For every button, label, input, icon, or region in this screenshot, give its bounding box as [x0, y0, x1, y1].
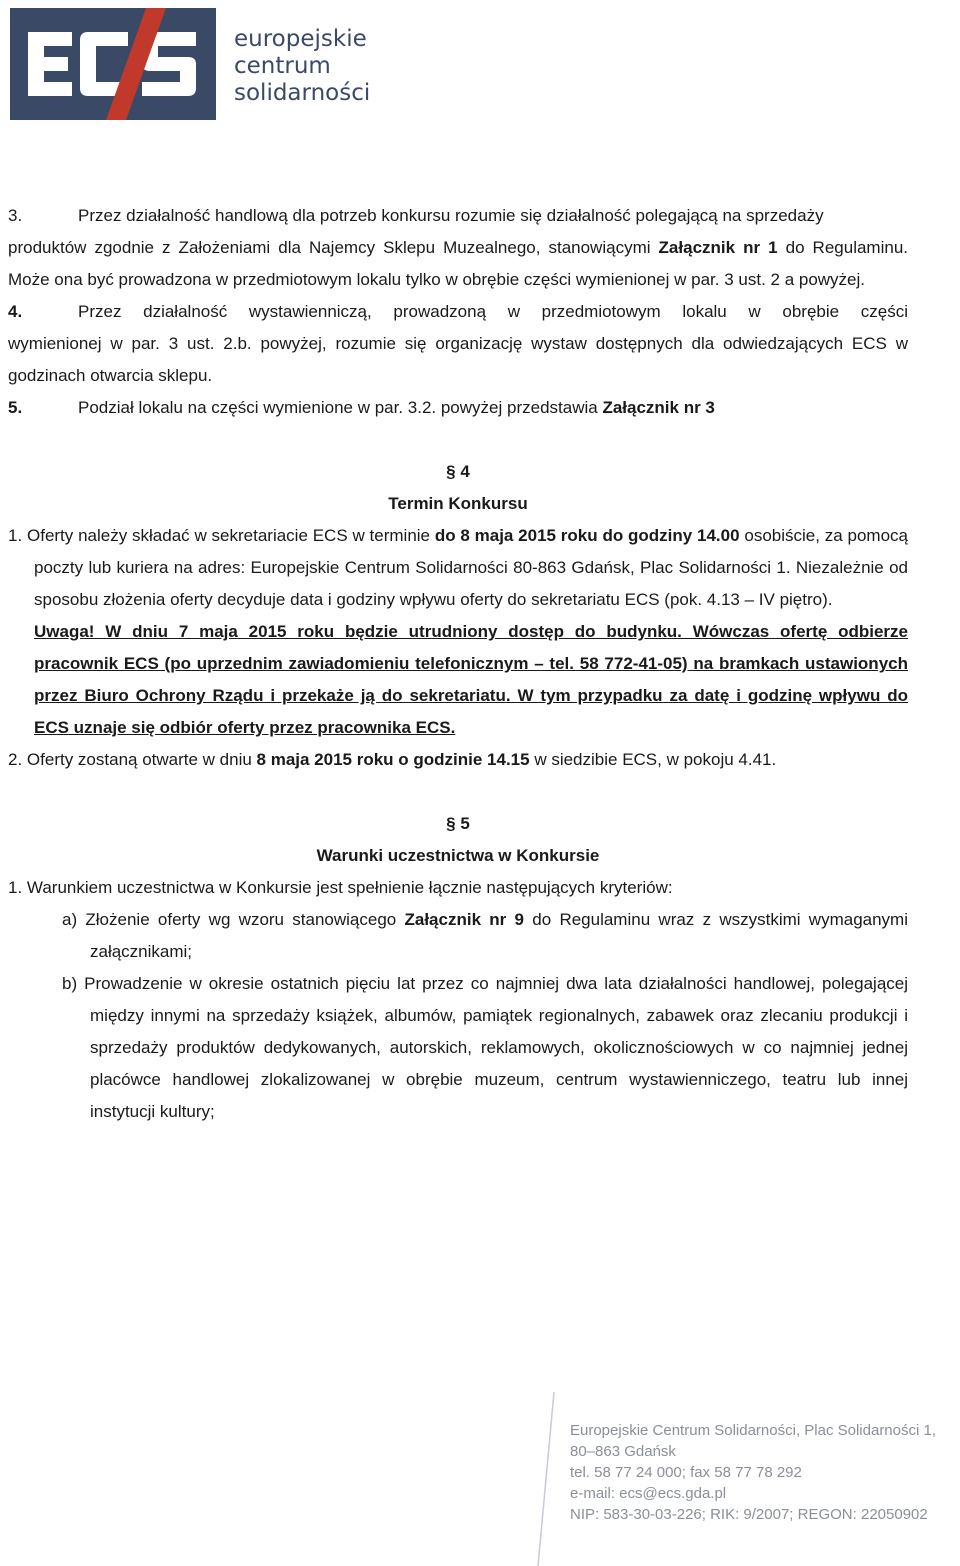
- logo-line-3: solidarności: [234, 80, 371, 106]
- item-text-end: osobiście, za pomocą poczty lub kuriera na adres: Europejskie Centrum Solidarności 80-863 Gdańsk, Plac Solidarności 1. Niezależnie od sposobu złożenia oferty decyduje data i godziny wpływu oferty do sekretariatu ECS (pok. 4.13 – IV piętro).: [34, 526, 909, 609]
- criterion-a: [8, 904, 908, 968]
- paragraph-5: [8, 392, 908, 424]
- item-text: Oferty zostaną otwarte w dniu: [26, 750, 257, 769]
- criterion-text-end: do Regulaminu wraz z wszystkimi wymaganymi załącznikami;: [90, 910, 908, 961]
- criterion-b: [8, 968, 908, 1128]
- item-number: 1.: [8, 526, 23, 545]
- annex-1-ref: Załącznik nr 1: [658, 238, 778, 257]
- footer-address: Europejskie Centrum Solidarności, Plac Solidarności 1,: [570, 1422, 937, 1439]
- section-4-heading: § 4: [446, 462, 470, 481]
- paragraph-3-first-line: [8, 200, 908, 232]
- ecs-logo-mark: [10, 8, 216, 120]
- item-number: 1.: [8, 878, 23, 897]
- section-4-item-1: [8, 520, 908, 616]
- section-5-item-1: [8, 872, 908, 904]
- footer-email: e-mail: ecs@ecs.gda.pl: [570, 1485, 727, 1502]
- criterion-text: Złożenie oferty wg wzoru stanowiącego: [85, 910, 405, 929]
- footer-registry: NIP: 583-30-03-226; RIK: 9/2007; REGON: 22050902: [570, 1506, 928, 1523]
- document-body: [8, 200, 908, 1128]
- section-5-heading: § 5: [446, 814, 470, 833]
- section-5-title: Warunki uczestnictwa w Konkursie: [316, 846, 600, 865]
- footer-phone: tel. 58 77 24 000; fax 58 77 78 292: [570, 1464, 802, 1481]
- annex-3-ref: Załącznik nr 3: [602, 398, 715, 417]
- paragraph-3-rest: [8, 232, 908, 296]
- ecs-logo: [10, 8, 370, 124]
- logo-line-1: europejskie: [234, 26, 367, 52]
- paragraph-5-number: 5.: [8, 398, 23, 417]
- section-4-title: Termin Konkursu: [388, 494, 528, 513]
- notice-label: Uwaga!: [34, 622, 95, 641]
- notice-text: W dniu 7 maja 2015 roku będzie utrudniony dostęp do budynku. Wówczas ofertę odbierze pracownik ECS (po uprzednim zawiadomieniu telefonicznym – tel. 58 772-41-05) na bramkach ustawionych przez Biuro Ochrony Rządu i przekaże ją do sekretariatu. W tym przypadku za datę i godzinę wpływu do ECS uznaje się odbiór oferty przez pracownika ECS.: [34, 622, 908, 737]
- item-text: Oferty należy składać w sekretariacie ECS w terminie: [27, 526, 435, 545]
- section-4-notice: [8, 616, 908, 744]
- paragraph-4-rest: wymienionej w par. 3 ust. 2.b. powyżej, rozumie się organizację wystaw dostępnych dla odwiedzających ECS w godzinach otwarcia sklepu.: [8, 334, 908, 385]
- criterion-label: b): [62, 974, 78, 993]
- deadline: do 8 maja 2015 roku do godziny 14.00: [434, 526, 740, 545]
- paragraph-4-first-line: [8, 296, 908, 328]
- section-4-item-2: [8, 744, 908, 776]
- annex-9-ref: Załącznik nr 9: [404, 910, 525, 929]
- paragraph-3-line-1: Przez działalność handlową dla potrzeb konkursu rozumie się działalność polegającą na sprzedaży: [78, 206, 824, 225]
- logo-line-2: centrum: [234, 53, 331, 79]
- item-text-end: w siedzibie ECS, w pokoju 4.41.: [529, 750, 777, 769]
- paragraph-3-text: produktów zgodnie z Założeniami dla Najemcy Sklepu Muzealnego, stanowiącymi: [8, 238, 659, 257]
- paragraph-4-line-1: Przez działalność wystawienniczą, prowadzoną w przedmiotowym lokalu w obrębie części: [78, 302, 908, 321]
- paragraph-3-number: 3.: [8, 206, 23, 225]
- paragraph-5-text: Podział lokalu na części wymienione w par. 3.2. powyżej przedstawia: [78, 398, 603, 417]
- criterion-text: Prowadzenie w okresie ostatnich pięciu lat przez co najmniej dwa lata działalności handlowej, polegającej między innymi na sprzedaży książek, albumów, pamiątek regionalnych, zabawek oraz zlecaniu produkcji i sprzedaży produktów dedykowanych, autorskich, reklamowych, okolicznościowych w co najmniej jednej placówce handlowej zlokalizowanej w obrębie muzeum, centrum wystawienniczego, teatru lub innej instytucji kultury;: [84, 974, 908, 1121]
- paragraph-3-text-end: do Regulaminu. Może ona być prowadzona w przedmiotowym lokalu tylko w obrębie części wymienionej w par. 3 ust. 2 a powyżej.: [8, 238, 908, 289]
- footer-divider: [536, 1392, 556, 1566]
- item-number: 2.: [8, 750, 23, 769]
- footer-city: 80–863 Gdańsk: [570, 1443, 676, 1460]
- opening-date: 8 maja 2015 roku o godzinie 14.15: [256, 750, 530, 769]
- paragraph-4-number: 4.: [8, 302, 23, 321]
- criterion-label: a): [62, 910, 78, 929]
- item-text: Warunkiem uczestnictwa w Konkursie jest spełnienie łącznie następujących kryteriów:: [26, 878, 673, 897]
- footer-contact: [570, 1420, 936, 1525]
- logo-wordmark: [234, 26, 370, 107]
